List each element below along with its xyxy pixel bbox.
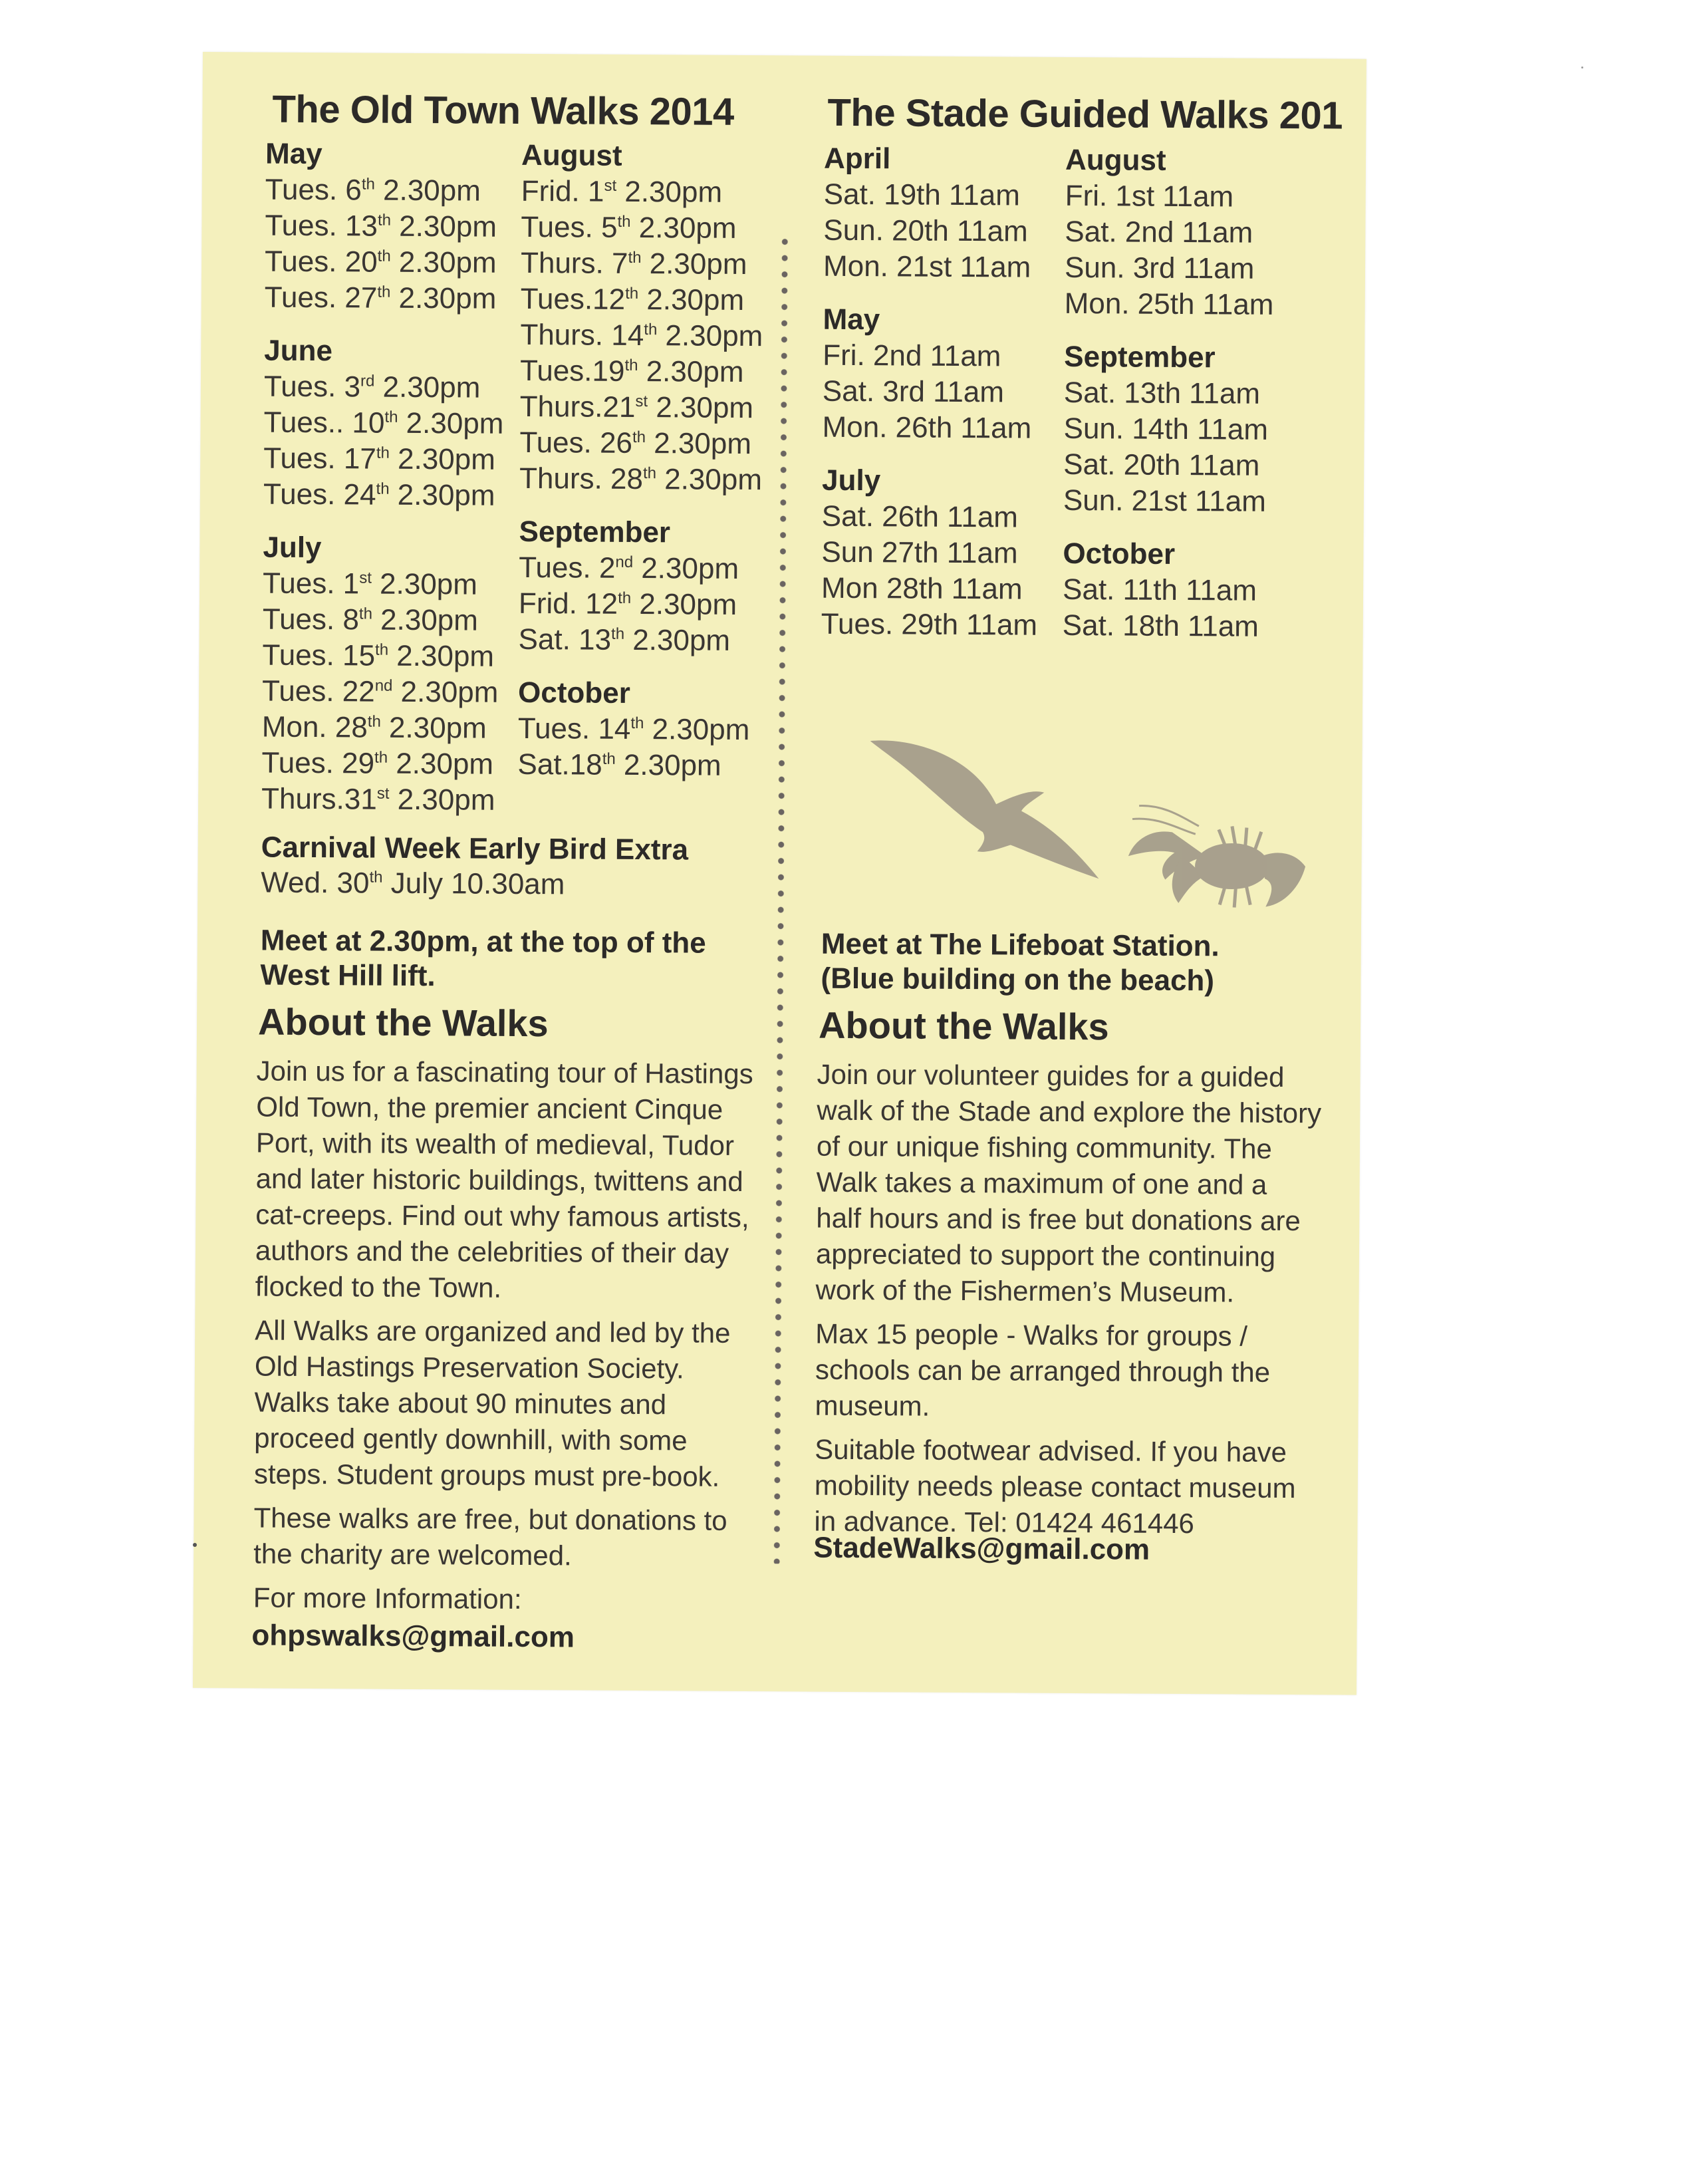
- walk-date: Thurs.21st 2.30pm: [519, 390, 754, 425]
- walk-date: Mon. 21st 11am: [823, 249, 1031, 284]
- walk-date: Fri. 2nd 11am: [823, 339, 1001, 373]
- walk-date: Frid. 12th 2.30pm: [518, 587, 737, 621]
- month-group: [518, 515, 761, 659]
- walk-date: Sun 27th 11am: [821, 535, 1018, 570]
- text-line: Join our volunteer guides for a guided: [817, 1058, 1285, 1093]
- text-line: These walks are free, but donations to: [253, 1502, 727, 1536]
- walk-date: Thurs. 14th 2.30pm: [520, 318, 763, 353]
- text-line: Walks take about 90 minutes and: [254, 1386, 667, 1421]
- walk-date: Thurs.31st 2.30pm: [261, 782, 495, 817]
- walk-date: Tues. 22nd 2.30pm: [261, 674, 499, 709]
- month-group: [265, 138, 505, 317]
- text-line: proceed gently downhill, with some: [254, 1422, 688, 1456]
- text-line: walk of the Stade and explore the history: [817, 1094, 1322, 1129]
- old-town-about-text: [253, 1053, 762, 1627]
- about-paragraph: [815, 1316, 1347, 1427]
- month-heading: September: [519, 515, 671, 549]
- walk-date: Sun. 14th 11am: [1063, 412, 1269, 446]
- walk-date: Sun. 3rd 11am: [1064, 251, 1255, 285]
- walk-date: Tues. 27th 2.30pm: [264, 281, 497, 315]
- month-heading: July: [263, 531, 322, 565]
- about-paragraph: [254, 1313, 761, 1496]
- month-group: [1065, 144, 1275, 323]
- stade-about-title: About the Walks: [818, 1004, 1109, 1048]
- walk-date: Mon 28th 11am: [821, 571, 1023, 606]
- walk-date: Tues. 24th 2.30pm: [263, 478, 495, 512]
- text-line: Old Hastings Preservation Society.: [254, 1350, 684, 1385]
- month-heading: September: [1064, 340, 1216, 374]
- about-paragraph: [814, 1432, 1347, 1543]
- stade-title: The Stade Guided Walks 201: [827, 90, 1343, 138]
- walk-date: Tues.12th 2.30pm: [520, 282, 745, 317]
- month-heading: July: [821, 464, 881, 497]
- old-town-about-title: About the Walks: [257, 1000, 549, 1045]
- walk-date: Tues.. 10th 2.30pm: [263, 406, 504, 440]
- text-line: All Walks are organized and led by the: [255, 1314, 731, 1349]
- text-line: steps. Student groups must pre-book.: [253, 1458, 720, 1492]
- walk-date: Sat. 3rd 11am: [822, 374, 1005, 409]
- stade-about-text: [814, 1057, 1349, 1551]
- walk-date: Sat. 18th 11am: [1062, 609, 1259, 643]
- text-line: For more Information:: [253, 1581, 522, 1615]
- text-line: museum.: [815, 1389, 930, 1422]
- walk-date: Tues. 15th 2.30pm: [262, 638, 495, 673]
- walk-date: Sat. 20th 11am: [1063, 448, 1260, 482]
- carnival-date: Wed. 30th July 10.30am: [261, 866, 565, 901]
- month-heading: October: [517, 676, 630, 710]
- scan-speck: [193, 1543, 197, 1547]
- stade-email[interactable]: StadeWalks@gmail.com: [813, 1531, 1150, 1566]
- walk-date: Mon. 26th 11am: [822, 410, 1032, 445]
- old-town-schedule-col-2: [517, 139, 764, 803]
- walk-date: Mon. 28th 2.30pm: [261, 710, 487, 745]
- walk-date: Mon. 25th 11am: [1064, 287, 1274, 321]
- walk-date: Thurs. 28th 2.30pm: [519, 462, 763, 497]
- text-line: Port, with its wealth of medieval, Tudor: [255, 1127, 735, 1161]
- walk-date: Tues. 29th 2.30pm: [261, 746, 494, 781]
- walk-date: Tues.19th 2.30pm: [519, 354, 744, 388]
- walk-date: Sun. 21st 11am: [1063, 483, 1266, 518]
- walk-date: Sat. 2nd 11am: [1065, 215, 1253, 249]
- old-town-meeting-point: Meet at 2.30pm, at the top of the West Hill lift.: [260, 924, 706, 993]
- about-paragraph: [253, 1580, 759, 1619]
- walk-date: Sat. 11th 11am: [1062, 573, 1257, 607]
- walk-date: Tues. 20th 2.30pm: [264, 245, 497, 279]
- text-line: Join us for a fascinating tour of Hastings: [256, 1055, 753, 1090]
- month-heading: August: [1065, 143, 1166, 177]
- seagull-icon: [869, 734, 1109, 888]
- old-town-email[interactable]: ohpswalks@gmail.com: [251, 1619, 575, 1654]
- text-line: Suitable footwear advised. If you have: [815, 1433, 1287, 1468]
- month-group: [1063, 341, 1273, 520]
- text-line: Old Town, the premier ancient Cinque: [256, 1091, 723, 1125]
- month-heading: May: [823, 303, 880, 337]
- month-group: [821, 464, 1039, 644]
- text-line: cat-creeps. Find out why famous artists,: [255, 1198, 749, 1234]
- carnival-heading: Carnival Week Early Bird Extra: [261, 831, 689, 867]
- walk-date: Tues. 6th 2.30pm: [265, 173, 481, 207]
- month-group: [517, 676, 761, 784]
- old-town-schedule-col-1: [261, 138, 505, 837]
- month-group: [822, 303, 1039, 447]
- text-line: half hours and is free but donations are: [816, 1202, 1301, 1237]
- month-group: [263, 335, 504, 514]
- walk-date: Thurs. 7th 2.30pm: [520, 246, 747, 281]
- text-line: work of the Fishermen’s Museum.: [815, 1274, 1235, 1308]
- stade-schedule-col-2: [1062, 144, 1274, 664]
- text-line: the charity are welcomed.: [253, 1538, 572, 1571]
- walk-date: Tues. 2nd 2.30pm: [519, 551, 739, 585]
- month-heading: June: [264, 334, 333, 368]
- month-group: [1063, 537, 1273, 645]
- scan-speck: [1581, 67, 1583, 68]
- walk-date: Tues. 29th 11am: [821, 607, 1038, 642]
- walk-date: Sun. 20th 11am: [823, 213, 1028, 248]
- text-line: Max 15 people - Walks for groups /: [815, 1317, 1248, 1352]
- walks-flyer: [193, 52, 1366, 1695]
- month-group: [261, 531, 503, 819]
- stade-meeting-point: Meet at The Lifeboat Station. (Blue building on the beach): [821, 927, 1220, 998]
- walk-date: Sat.18th 2.30pm: [517, 748, 721, 782]
- about-paragraph: [815, 1057, 1349, 1311]
- text-line: authors and the celebrities of their day: [255, 1234, 729, 1269]
- text-line: in advance. Tel: 01424 461446: [814, 1505, 1195, 1540]
- walk-date: Tues. 17th 2.30pm: [263, 442, 495, 476]
- text-line: and later historic buildings, twittens and: [255, 1162, 743, 1197]
- carnival-extra: [261, 831, 688, 904]
- walk-date: Tues. 26th 2.30pm: [519, 426, 752, 461]
- walk-date: Frid. 1st 2.30pm: [521, 174, 723, 209]
- column-divider: [772, 233, 789, 1564]
- text-line: mobility needs please contact museum: [814, 1469, 1296, 1504]
- month-heading: August: [521, 138, 622, 172]
- walk-date: Sat. 26th 11am: [821, 499, 1019, 534]
- walk-date: Tues. 3rd 2.30pm: [263, 370, 481, 404]
- walk-date: Tues. 5th 2.30pm: [521, 210, 737, 245]
- walk-date: Tues. 13th 2.30pm: [265, 209, 497, 243]
- text-line: Walk takes a maximum of one and a: [816, 1166, 1267, 1200]
- month-heading: April: [823, 142, 891, 176]
- month-heading: October: [1063, 537, 1176, 571]
- text-line: flocked to the Town.: [255, 1270, 502, 1303]
- month-heading: May: [265, 137, 323, 171]
- month-group: [519, 139, 764, 498]
- walk-date: Tues. 14th 2.30pm: [517, 712, 750, 747]
- about-paragraph: [253, 1500, 759, 1575]
- month-group: [823, 142, 1041, 286]
- walk-date: Fri. 1st 11am: [1065, 179, 1234, 213]
- about-paragraph: [255, 1053, 761, 1308]
- text-line: appreciated to support the continuing: [815, 1238, 1276, 1272]
- walk-date: Sat. 13th 2.30pm: [518, 622, 731, 657]
- walk-date: Tues. 1st 2.30pm: [262, 567, 478, 601]
- lobster-icon: [1125, 793, 1319, 934]
- text-line: of our unique fishing community. The: [816, 1130, 1272, 1164]
- text-line: schools can be arranged through the: [815, 1353, 1271, 1388]
- stade-schedule-col-1: [821, 142, 1040, 662]
- walk-date: Sat. 13th 11am: [1063, 376, 1261, 410]
- walk-date: Tues. 8th 2.30pm: [262, 603, 479, 637]
- walk-date: Sat. 19th 11am: [823, 178, 1021, 212]
- old-town-title: The Old Town Walks 2014: [272, 87, 734, 134]
